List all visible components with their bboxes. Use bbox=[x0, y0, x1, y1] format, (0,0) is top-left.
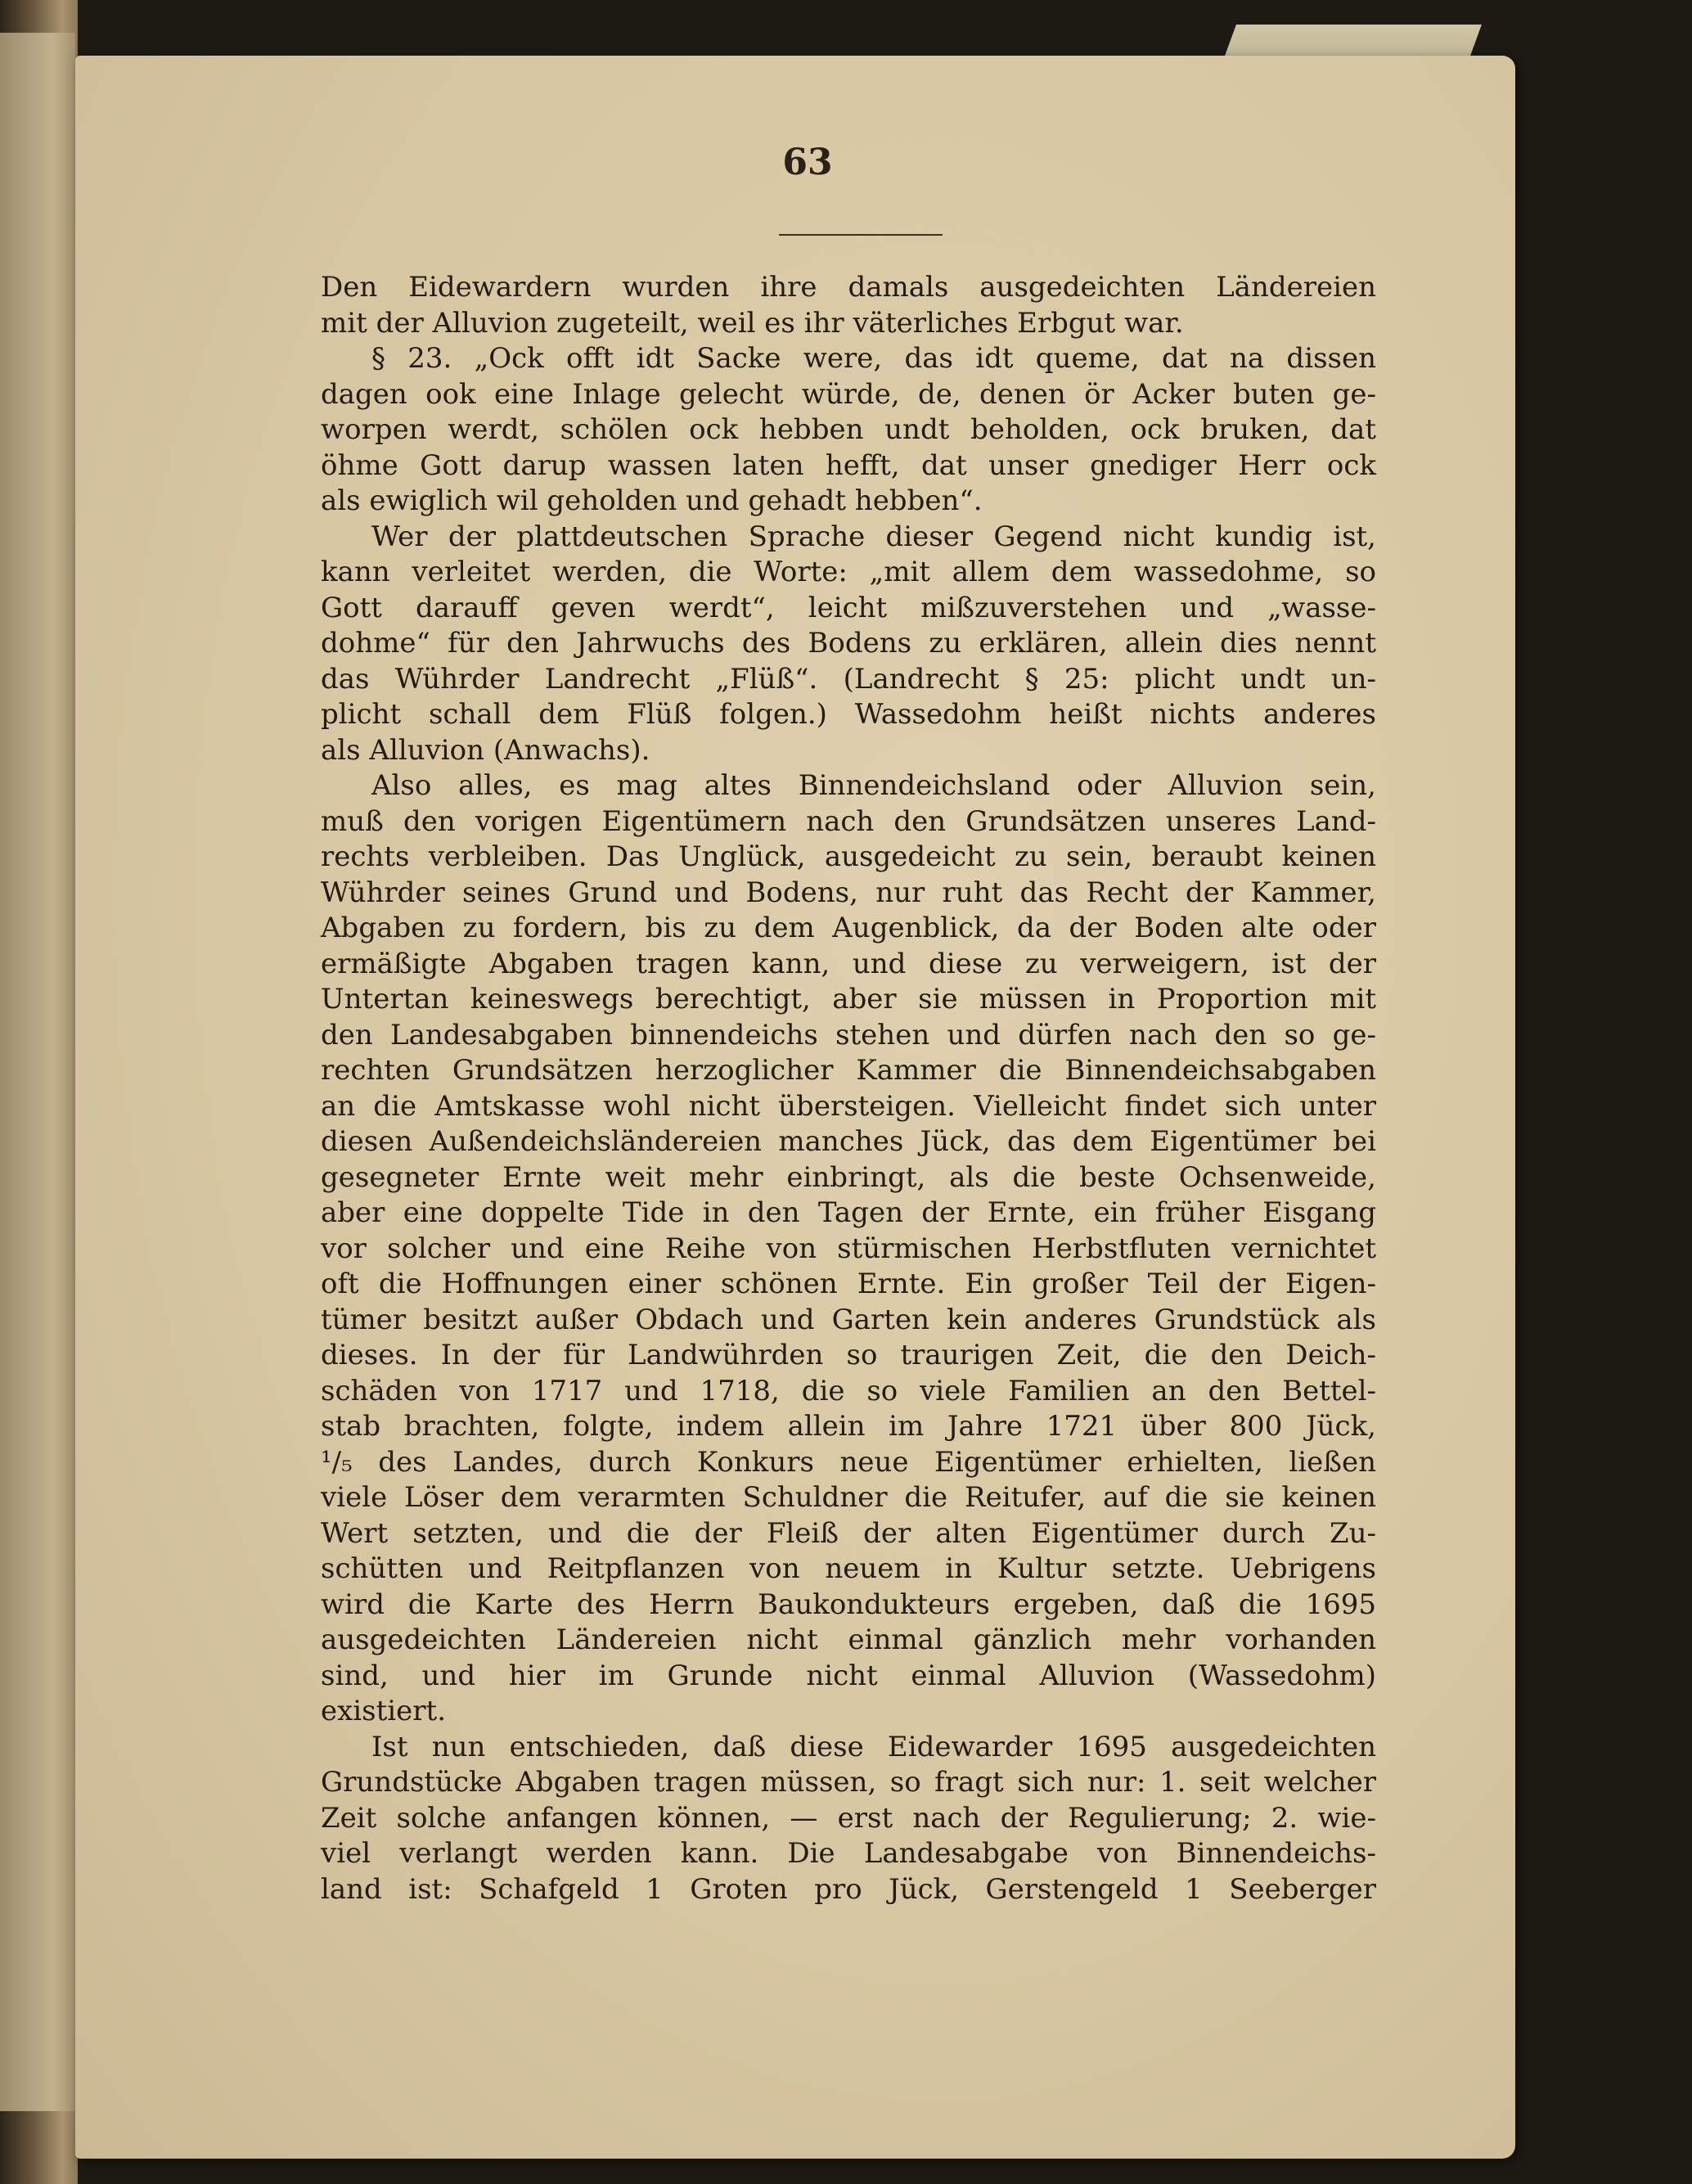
previous-page-edge bbox=[0, 33, 75, 2111]
text-line: Wührder seines Grund und Bodens, nur ruht das Recht der Kammer, bbox=[321, 876, 1376, 909]
text-line: gesegneter Ernte weit mehr einbringt, als die beste Ochsenweide, bbox=[321, 1160, 1376, 1194]
text-line: mit der Alluvion zugeteilt, weil es ihr väterliches Erbgut war. bbox=[321, 306, 1184, 340]
text-line: rechten Grundsätzen herzoglicher Kammer die Binnendeichsabgaben bbox=[321, 1054, 1376, 1087]
text-line: Wer der plattdeutschen Sprache dieser Gegend nicht kundig ist, bbox=[371, 520, 1376, 553]
text-line: dieses. In der für Landwührden so traurigen Zeit, die den Deich- bbox=[321, 1339, 1376, 1371]
text-line: stab brachten, folgte, indem allein im Jahre 1721 über 800 Jück, bbox=[321, 1410, 1376, 1443]
text-line: Untertan keineswegs berechtigt, aber sie müssen in Proportion mit bbox=[321, 983, 1376, 1015]
body-text bbox=[321, 270, 1376, 1907]
text-line: diesen Außendeichsländereien manches Jück, das dem Eigentümer bei bbox=[321, 1125, 1376, 1158]
page-number: 63 bbox=[782, 142, 833, 183]
text-line: kann verleitet werden, die Worte: „mit allem dem wassedohme, so bbox=[321, 556, 1376, 588]
text-line: an die Amtskasse wohl nicht übersteigen. Vielleicht findet sich unter bbox=[321, 1089, 1376, 1123]
text-line: Gott darauff geven werdt“, leicht mißzuverstehen und „wasse- bbox=[321, 591, 1376, 624]
text-line: worpen werdt, schölen ock hebben undt beholden, ock bruken, dat bbox=[321, 413, 1376, 446]
text-line: oft die Hoffnungen einer schönen Ernte. Ein großer Teil der Eigen- bbox=[321, 1268, 1376, 1300]
page-number-rule bbox=[779, 234, 943, 236]
text-line: existiert. bbox=[321, 1695, 446, 1727]
text-line: Also alles, es mag altes Binnendeichsland oder Alluvion sein, bbox=[371, 769, 1376, 802]
text-line: muß den vorigen Eigentümern nach den Grundsätzen unseres Land- bbox=[321, 804, 1376, 838]
text-line: Wert setzten, und die der Fleiß der alten Eigentümer durch Zu- bbox=[321, 1516, 1376, 1550]
text-line: den Landesabgaben binnendeichs stehen und dürfen nach den so ge- bbox=[321, 1018, 1376, 1051]
text-line: land ist: Schafgeld 1 Groten pro Jück, Gerstengeld 1 Seeberger bbox=[321, 1872, 1376, 1906]
text-line: viel verlangt werden kann. Die Landesabgabe von Binnendeichs- bbox=[321, 1837, 1376, 1870]
text-line: tümer besitzt außer Obdach und Garten kein anderes Grundstück als bbox=[321, 1303, 1376, 1336]
text-line: sind, und hier im Grunde nicht einmal Alluvion (Wassedohm) bbox=[321, 1659, 1376, 1692]
text-line: vor solcher und eine Reihe von stürmischen Herbstfluten vernichtet bbox=[321, 1232, 1376, 1265]
text-line: dohme“ für den Jahrwuchs des Bodens zu erklären, allein dies nennt bbox=[321, 627, 1376, 660]
text-line: das Wührder Landrecht „Flüß“. (Landrecht § 25: plicht undt un- bbox=[321, 662, 1376, 696]
text-line: Den Eidewardern wurden ihre damals ausgedeichten Ländereien bbox=[321, 271, 1376, 304]
text-line: wird die Karte des Herrn Baukondukteurs ergeben, daß die 1695 bbox=[321, 1587, 1376, 1621]
text-line: ermäßigte Abgaben tragen kann, und diese zu verweigern, ist der bbox=[321, 947, 1376, 980]
text-line: dagen ook eine Inlage gelecht würde, de, denen ör Acker buten ge- bbox=[321, 377, 1376, 411]
text-line: plicht schall dem Flüß folgen.) Wassedohm heißt nichts anderes bbox=[321, 698, 1376, 731]
text-line: als Alluvion (Anwachs). bbox=[321, 733, 650, 767]
text-line: Abgaben zu fordern, bis zu dem Augenblick, da der Boden alte oder bbox=[321, 912, 1376, 944]
book-page bbox=[75, 56, 1515, 2159]
text-line: Ist nun entschieden, daß diese Eidewarder 1695 ausgedeichten bbox=[371, 1730, 1376, 1763]
text-line: als ewiglich wil geholden und gehadt hebben“. bbox=[321, 484, 983, 517]
text-line: ausgedeichten Ländereien nicht einmal gänzlich mehr vorhanden bbox=[321, 1623, 1376, 1656]
text-line: öhme Gott darup wassen laten hefft, dat unser gnediger Herr ock bbox=[321, 448, 1376, 482]
text-line: schäden von 1717 und 1718, die so viele Familien an den Bettel- bbox=[321, 1374, 1376, 1407]
text-line: Zeit solche anfangen können, — erst nach der Regulierung; 2. wie- bbox=[321, 1801, 1376, 1835]
text-line: ¹/₅ des Landes, durch Konkurs neue Eigentümer erhielten, ließen bbox=[321, 1445, 1376, 1479]
text-line: aber eine doppelte Tide in den Tagen der Ernte, ein früher Eisgang bbox=[321, 1196, 1376, 1229]
text-line: § 23. „Ock offt idt Sacke were, das idt queme, dat na dissen bbox=[371, 342, 1376, 375]
text-line: rechts verbleiben. Das Unglück, ausgedeicht zu sein, beraubt keinen bbox=[321, 840, 1376, 873]
text-line: schütten und Reitpflanzen von neuem in Kultur setzte. Uebrigens bbox=[321, 1552, 1376, 1585]
text-line: Grundstücke Abgaben tragen müssen, so fragt sich nur: 1. seit welcher bbox=[321, 1766, 1376, 1799]
text-line: viele Löser dem verarmten Schuldner die Reitufer, auf die sie keinen bbox=[321, 1481, 1376, 1514]
